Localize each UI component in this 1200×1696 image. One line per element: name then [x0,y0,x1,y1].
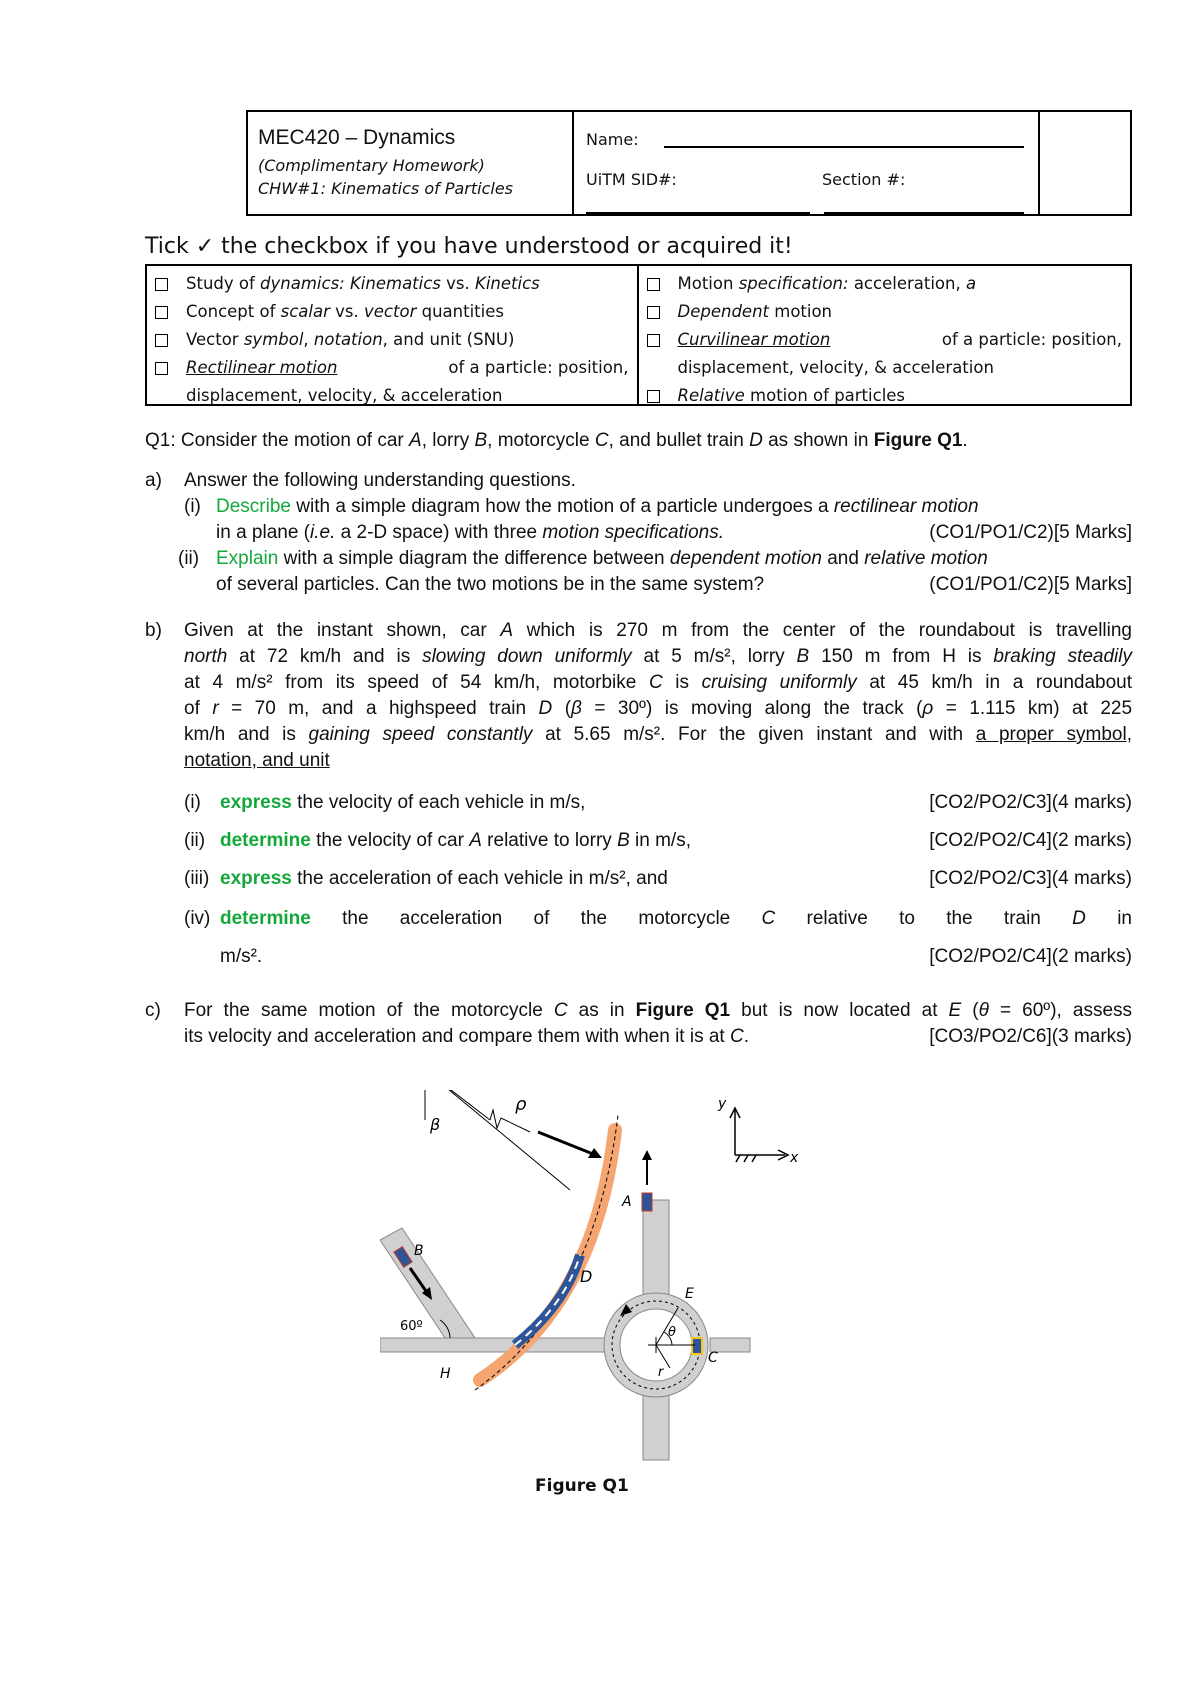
marks: [CO3/PO2/C6](3 marks) [929,1026,1132,1047]
item-text: Concept of [186,302,281,321]
text: the acceleration of each vehicle in m/s², and [291,868,668,889]
label-h: H [440,1366,451,1382]
label-x: x [790,1150,799,1166]
motorcycle-c [692,1338,702,1354]
part-a [145,468,1132,598]
item-emphasis: Curvilinear motion [677,330,831,349]
marks: [CO2/PO2/C4](2 marks) [929,946,1132,967]
text: m/s². [220,946,263,967]
checkbox[interactable] [155,362,168,375]
part-a-i-num: (i) [184,496,201,517]
name-label: Name: [586,130,639,149]
part-c-label: c) [145,1000,161,1021]
part-b-line: at 4 m/s² from its speed of 54 km/h, motorbike C is cruising uniformly at 45 km/h in a roundabout [184,672,1133,693]
item-emphasis: dynamics: Kinematics [260,274,441,293]
checklist-item[interactable] [645,382,1123,410]
text: A [409,430,422,451]
checkbox[interactable] [647,334,660,347]
text: dependent motion [669,548,822,569]
text: i.e. [310,522,336,543]
part-a-ii-num: (ii) [178,548,200,569]
verb: express [220,868,292,889]
checklist [145,264,1132,406]
part-c-line: For the same motion of the motorcycle C as in Figure Q1 but is now located at E (θ = 60º), assess [184,1000,1133,1021]
q1-intro [145,428,968,454]
label-e: E [685,1286,694,1302]
item-text: Vector [186,330,244,349]
label-d: D [580,1267,593,1286]
item-emphasis: Kinetics [475,274,540,293]
item-text: of a particle: position, [941,330,1122,349]
item-text: vs. [440,274,476,293]
sid-label: UiTM SID#: [586,170,677,189]
checklist-item[interactable] [645,298,1123,326]
part-c [145,998,1132,1050]
part-b-line: north at 72 km/h and is slowing down uniformly at 5 m/s², lorry B 150 m from H is braking steadily [184,646,1132,667]
rho-arrow [538,1132,602,1158]
course-title: MEC420 – Dynamics [258,126,456,149]
item-emphasis: vector [364,302,417,321]
item-num: (i) [184,792,201,813]
item-text: of a particle: position, [448,358,629,377]
checklist-left [147,266,639,404]
part-b-item: (iv) determine the acceleration of the motorcycle C relative to the train D in [184,908,1132,929]
checkbox[interactable] [155,334,168,347]
homework-type: (Complimentary Homework) [258,156,485,175]
item-emphasis: notation [313,330,383,349]
checkbox[interactable] [155,278,168,291]
text: as shown in [762,430,874,451]
part-b-line: of r = 70 m, and a highspeed train D (β = 30º) is moving along the track (ρ = 1.115 km) at 225 [184,698,1133,719]
header-blank-cell [1040,112,1130,214]
item-emphasis: Dependent [677,302,769,321]
part-b-item: (ii) determine the velocity of car A relative to lorry B in m/s, [CO2/PO2/C4](2 marks) [184,828,1132,854]
label-rho: ρ [515,1094,527,1115]
part-a-text: Answer the following understanding questions. [184,470,576,491]
text: and [821,548,865,569]
label-theta: θ [668,1325,676,1340]
label-c: C [708,1350,718,1366]
item-text: motion [769,302,833,321]
text: in a plane ( [216,522,311,543]
checkbox[interactable] [647,278,660,291]
checklist-item[interactable] [153,326,629,354]
marks: [CO2/PO2/C4](2 marks) [929,830,1132,851]
item-text: Study of [186,274,261,293]
text: D [749,430,763,451]
checkbox[interactable] [155,306,168,319]
car-a-arrowhead [642,1150,652,1160]
part-b-label: b) [145,620,162,641]
item-emphasis: symbol [243,330,304,349]
text: of several particles. Can the two motions be in the same system? [216,574,765,595]
item-emphasis: specification: [738,274,849,293]
checklist-item[interactable] [153,298,629,326]
label-a: A [622,1194,632,1210]
checklist-item-continuation: displacement, velocity, & acceleration [677,358,994,377]
part-b [145,618,1132,774]
header-box [246,110,1132,216]
marks: (CO1/PO1/C2)[5 Marks] [929,574,1132,595]
homework-title: CHW#1: Kinematics of Particles [258,179,514,198]
part-b-line: Given at the instant shown, car A which is 270 m from the center of the roundabout is travelling [184,620,1132,641]
student-fields [574,112,1040,214]
tick-heading: Tick ✓ the checkbox if you have understood or acquired it! [145,234,793,259]
curvature-construction [415,1090,570,1190]
section-label: Section #: [822,170,906,189]
road-network [380,1200,750,1460]
text: . [962,430,968,451]
verb: Explain [216,548,279,569]
text: Figure Q1 [873,430,963,451]
text: C [594,430,609,451]
checklist-item[interactable] [153,270,629,298]
part-c-line: its velocity and acceleration and compare them with when it is at C. [CO3/PO2/C6](3 marks) [184,1024,1132,1050]
part-b-line: km/h and is gaining speed constantly at 5.65 m/s². For the given instant and with a proper symbol, [184,724,1132,745]
text: rectilinear motion [833,496,979,517]
marks: [CO2/PO2/C3](4 marks) [929,792,1132,813]
sid-field[interactable] [586,212,810,214]
verb: Describe [216,496,291,517]
item-emphasis: Rectilinear motion [186,358,338,377]
checkbox[interactable] [647,390,660,403]
text: the velocity of each vehicle in m/s, [291,792,586,813]
label-beta: β [430,1115,441,1134]
item-emphasis: Relative [677,386,745,405]
marks: (CO1/PO1/C2)[5 Marks] [929,522,1132,543]
text: relative motion [864,548,988,569]
checkbox[interactable] [647,306,660,319]
part-b-line: notation, and unit [184,750,330,771]
verb: express [220,792,292,813]
label-b: B [414,1243,424,1259]
item-num: (ii) [184,830,206,851]
checklist-item[interactable] [645,270,1123,298]
checklist-right [639,266,1131,404]
label-r: r [658,1365,664,1380]
label-y: y [718,1096,727,1112]
axes [730,1108,788,1162]
part-a-label: a) [145,470,162,491]
course-info [248,112,574,214]
checklist-item[interactable] [645,326,1123,354]
item-num: (iv) [184,908,211,929]
text: , lorry [421,430,475,451]
marks: [CO2/PO2/C3](4 marks) [929,868,1132,889]
item-text: acceleration, [848,274,966,293]
item-text: vs. [329,302,365,321]
text: B [474,430,488,451]
figure-caption: Figure Q1 [535,1476,629,1496]
section-field[interactable] [824,212,1024,214]
part-b-item [184,790,1132,816]
checklist-item-continuation: displacement, velocity, & acceleration [186,386,503,405]
checklist-item[interactable] [153,354,629,382]
item-emphasis: scalar [280,302,330,321]
figure-q1 [380,1090,900,1470]
label-angle: 60º [400,1319,423,1334]
name-field[interactable] [664,146,1024,148]
item-text: , and unit (SNU) [382,330,515,349]
text: motion specifications. [542,522,725,543]
item-text: quantities [416,302,504,321]
text: a 2-D space) with three [335,522,543,543]
item-text: motion of particles [744,386,906,405]
part-b-item [184,866,1132,892]
item-text: Motion [677,274,739,293]
item-num: (iii) [184,868,210,889]
text: with a simple diagram how the motion of a particle undergoes a [290,496,834,517]
text: , motorcycle [487,430,595,451]
car-a [642,1193,652,1211]
item-text: , [303,330,314,349]
text: with a simple diagram the difference between [278,548,670,569]
text: Q1: Consider the motion of car [145,430,410,451]
item-emphasis: a [965,274,977,293]
train-d [515,1255,580,1345]
text: , and bullet train [608,430,750,451]
